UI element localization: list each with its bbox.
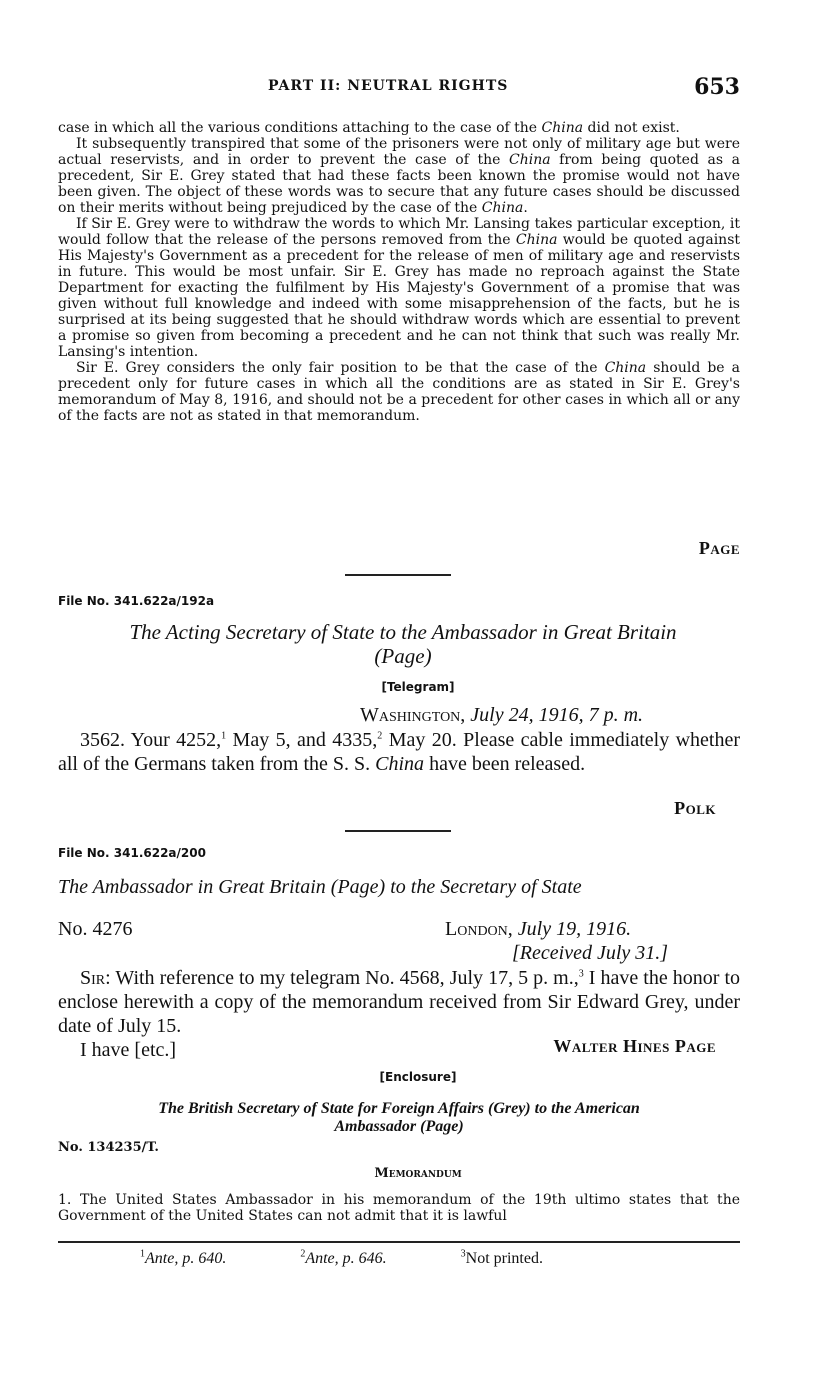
footnote-2: $^2$Ante, p. 646. [300,1248,387,1267]
telegram-label: [Telegram] [381,680,455,694]
letter-closing: I have [etc.] [80,1039,177,1061]
footnote-1: $^1$Ante, p. 640. [140,1248,227,1267]
memorandum-heading: Memorandum [374,1166,462,1181]
enclosure-label: [Enclosure] [379,1070,457,1084]
enclosure-title: The British Secretary of State for Foreign Affairs (Grey) to the American Ambassador (Page) [158,1100,640,1135]
telegram-paragraph: 3562. Your 4252,$^1$ May 5, and 4335,$^2$ May 20. Please cable immediately whether all of the Germans taken from the S. S. China have been released. [58,729,741,775]
dateline: London, July 19, 1916. [445,918,632,940]
received-date: [Received July 31.] [512,942,669,964]
dispatch-number: No. 4276 [58,918,133,940]
signature-polk: Polk [674,798,716,818]
footnotes [140,1250,683,1268]
enclosure-number: No. 134235/T. [58,1140,159,1155]
page-number: 653 [694,74,740,100]
enclosure-body [58,1192,740,1224]
file-number: File No. 341.622a/200 [58,846,206,860]
footnote-3: $^3$Not printed. [460,1248,543,1267]
section-divider [345,574,451,576]
memo-paragraph: If Sir E. Grey were to withdraw the words to which Mr. Lansing takes particular exception, it would follow that the release of the persons removed from the China would be quoted against His Majesty's Government as a precedent for the release of men of military age and reservists in future. This would be most unfair. Sir E. Grey has made no reproach against the State Department for exacting the fulfilment by His Majesty's Government of a promise that was given without full knowledge and indeed with some misapprehension of the facts, but he is surprised at its being suggested that he should withdraw words which are essential to prevent a promise so given from becoming a precedent and he can not think that such was really Mr. Lansing's intention. [58,216,741,360]
document-title: The Acting Secretary of State to the Ambassador in Great Britain (Page) [129,620,677,668]
document-title: The Ambassador in Great Britain (Page) to the Secretary of State [58,876,582,898]
memo-continuation [58,120,740,424]
memo-paragraph: It subsequently transpired that some of the prisoners were not only of military age but were actual reservists, and in order to prevent the case of the China from being quoted as a precedent, Sir E. Grey stated that had these facts been known the promise would not have been given. The object of these words was to secure that any future cases should be discussed on their merits without being prejudiced by the case of the China. [58,136,740,216]
dateline: Washington, July 24, 1916, 7 p. m. [360,704,644,726]
footnote-rule [58,1241,740,1243]
signature-walter-hines-page: Walter Hines Page [553,1036,716,1056]
section-divider [345,830,451,832]
memo-paragraph: Sir E. Grey considers the only fair position to be that the case of the China should be a precedent only for future cases in which all the conditions are as stated in Sir E. Grey's memorandum of May 8, 1916, and should not be a precedent for other cases in which all or any of the facts are not as stated in that memorandum. [58,360,740,424]
memo-paragraph: case in which all the various conditions attaching to the case of the China did not exist. [58,120,680,136]
letter-paragraph: Sir: With reference to my telegram No. 4568, July 17, 5 p. m.,$^3$ I have the honor to enclose herewith a copy of the memorandum received from Sir Edward Grey, under date of July 15. [58,967,740,1037]
signature-page: Page [698,538,740,558]
enclosure-paragraph: 1. The United States Ambassador in his memorandum of the 19th ultimo states that the Government of the United States can not admit that it is lawful [58,1192,740,1224]
page-header [58,74,740,104]
telegram-body [58,728,740,776]
file-number: File No. 341.622a/192a [58,594,215,608]
running-head: PART II: NEUTRAL RIGHTS [268,78,509,94]
